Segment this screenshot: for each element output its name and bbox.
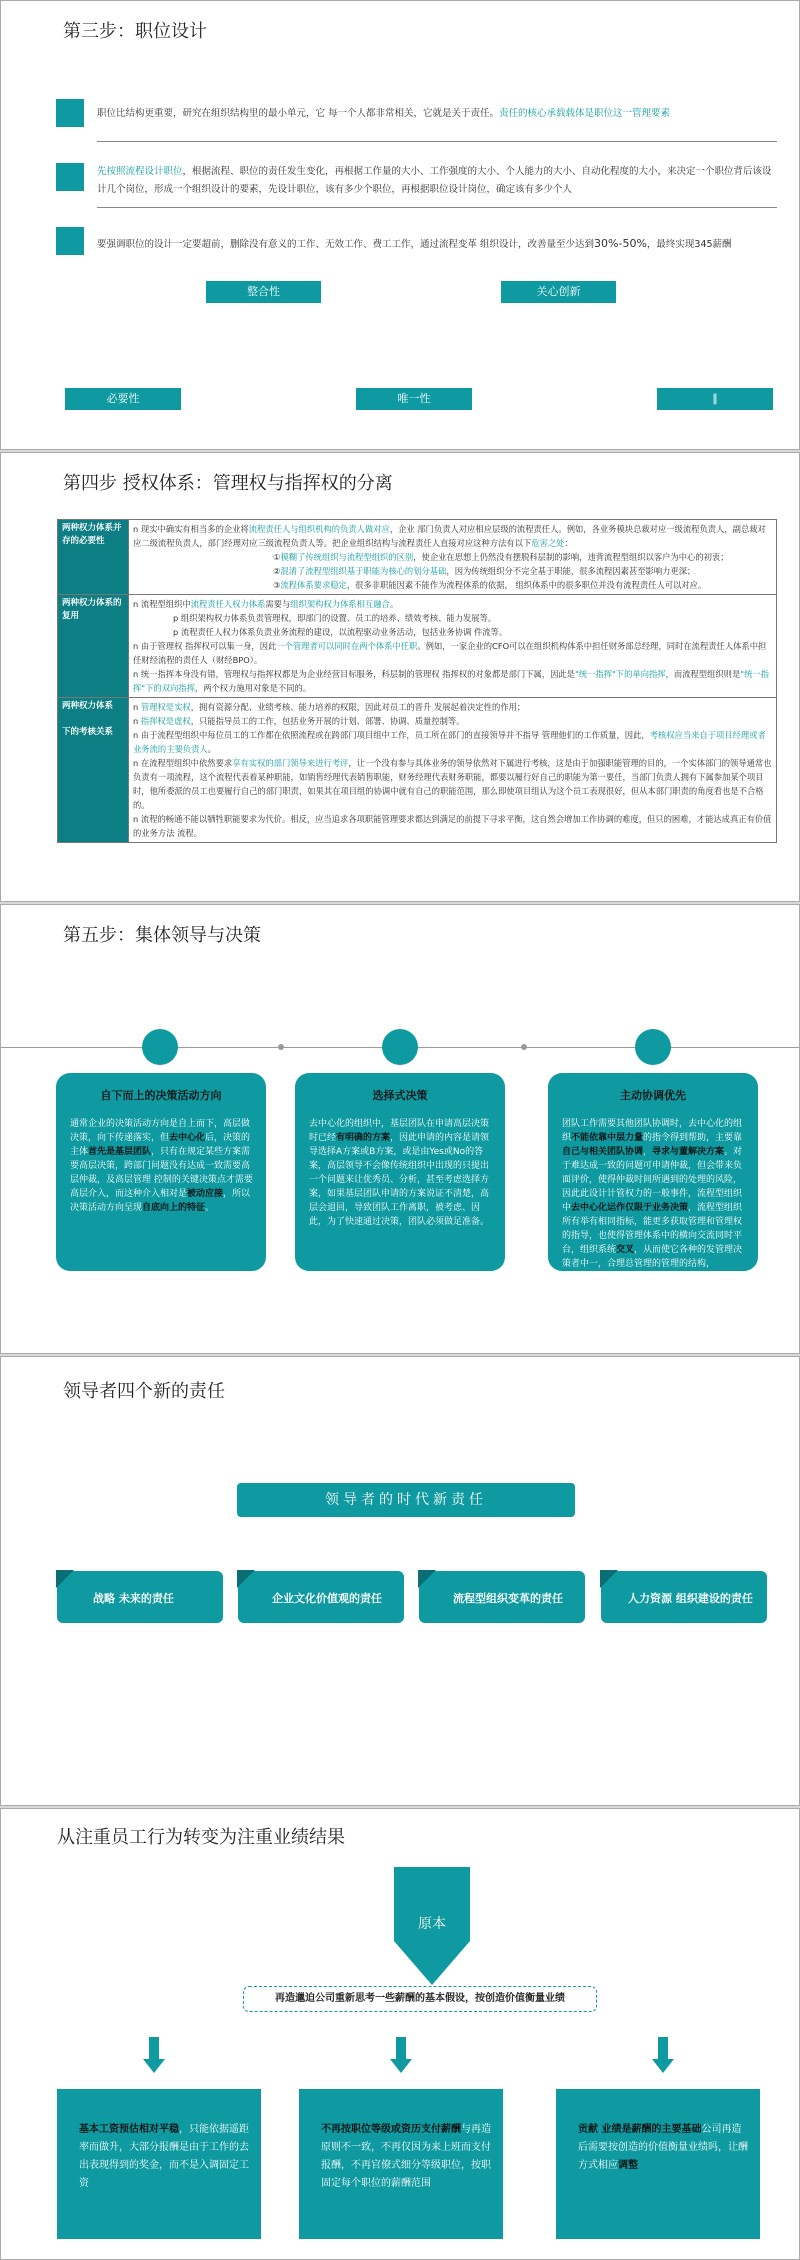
page-title: 第五步：集体领导与决策 bbox=[63, 925, 261, 946]
paragraph-3: 要强调职位的设计一定要超前，删除没有意义的工作、无效工作、费工工作，通过流程变革 组织设计，改善量至少达到30%-50%，最终实现345薪酬 bbox=[97, 237, 732, 250]
down-arrow-icon bbox=[143, 2037, 165, 2073]
page-title: 第四步 授权体系：管理权与指挥权的分离 bbox=[63, 473, 393, 494]
card-bottom-up: 自下而上的决策活动方向 通常企业的决策活动方向是自上而下，高层做决策，向下传递落实，但去中心化后，决策的主体首先是基层团队，只有在规定某些方案需要高层决策，跨部门问题没有达成一致需要高层仲裁，及高层管理 控制的关键决策点才需要高层介入，而这种介入相对是被动应接，所以决策活动方向呈现自底向上的特征。 bbox=[56, 1073, 266, 1271]
timeline-node bbox=[382, 1029, 418, 1065]
slide-job-design bbox=[0, 0, 800, 450]
table-row bbox=[58, 698, 777, 843]
page-title: 领导者四个新的责任 bbox=[63, 1381, 225, 1402]
slide-authority-system bbox=[0, 452, 800, 902]
paragraph-1: 职位比结构更重要，研究在组织结构里的最小单元，它 每一个人都非常相关，它就是关于责任。责任的核心承载载体是职位这一管理要素 bbox=[97, 108, 671, 119]
page-title: 第三步：职位设计 bbox=[63, 21, 207, 42]
paragraph-2: 先按照流程设计职位，根据流程、职位的责任发生变化，再根据工作量的大小、工作强度的大小、个人能力的大小、自动化程度的大小，来决定一个职位背后该设计几个岗位，形成一个组织设计的要素，先设计职位，该有多少个职位，再根据职位设计岗位，确定该有多少个人 bbox=[97, 166, 772, 195]
timeline-dot bbox=[521, 1044, 527, 1050]
card-strategy: 战略 未来的责任 bbox=[57, 1571, 223, 1623]
slide-leader-responsibilities bbox=[0, 1356, 800, 1806]
label-necessity: 必要性 bbox=[65, 388, 181, 410]
banner: 领导者的时代新责任 bbox=[237, 1483, 575, 1517]
bullet-square bbox=[56, 227, 84, 255]
card-active-coordination: 主动协调优先 团队工作需要其他团队协调时，去中心化的组织不能依靠中层力量的指令得到帮助，主要靠自己与相关团队协调，寻求与董解决方案。对于难达成一致的问题可申请仲裁，但会带来负面评价，使得仲裁时间所遇到的处理的风险，因此此设计计管权力的一般事件，流程型组织中去中心化运作仅限于业务决策，流程型组织所有举有相同指标，能更多获取管理和管理权的指导，也使得管理体系中的横向交流同时平台，组织系统交叉，从而使它各种的发管理决策者中一，合理总管理的管理的结构， bbox=[548, 1073, 758, 1271]
timeline-node bbox=[142, 1029, 178, 1065]
card-process-org: 流程型组织变革的责任 bbox=[419, 1571, 585, 1623]
table-row bbox=[58, 520, 777, 595]
divider bbox=[97, 141, 777, 142]
label-small: ∥ bbox=[657, 388, 773, 410]
table-cell: n 现实中确实有相当多的企业将流程责任人与组织机构的负责人做对应，企业 部门负责人对应相应层级的流程责任人。例如，各业务模块总裁对应一级流程负责人，副总裁对应二级流程负责人，部门经理对应三级流程负责人等。把企业组织结构与流程责任人直接对应这种方法有以下危害之处： ①模糊了传统组织与流程型组织的区别，使企业在思想上仍然没有摆脱科层制的影响，违背流程型组织以客户为中心的初衷； ②混淆了流程型组织基于职能为核心的划分基础，因为传统组织分不完全基于职能，很多流程因素甚至影响力更深； ③流程体系要求稳定，很多非职能因素不能作为流程体系的依据， 组织体系中的很多职位并没有流程责任人可以对应。 bbox=[129, 520, 777, 595]
divider bbox=[97, 207, 777, 208]
table-row bbox=[58, 595, 777, 698]
down-arrow-icon bbox=[390, 2037, 412, 2073]
card-selective-decision: 选择式决策 去中心化的组织中，基层团队在申请高层决策时已经有明确的方案，因此申请的内容是请领导选择A方案或B方案，或是由Yes或No的答案，高层领导不会像传统组织中出现的只提出一个问题来让优秀员、分析，甚至考虑选择方案，如果基层团队申请的方案说证不清楚，高层会退回，导致团队工作离职，被考虑、因此，为了快速通过决策，团队必须做足准备。 bbox=[295, 1073, 505, 1271]
page-title: 从注重员工行为转变为注重业绩结果 bbox=[57, 1827, 345, 1848]
slide-performance-results bbox=[0, 1808, 800, 2260]
slide-collective-leadership bbox=[0, 904, 800, 1354]
row-header: 两种权力体系并存的必要性 bbox=[58, 520, 129, 595]
label-care-innovation: 关心创新 bbox=[501, 281, 616, 303]
table-cell: n 管理权是实权，拥有资源分配、业绩考核、能力培养的权限，因此对员工的晋升 发展起着决定性的作用； n 指挥权是虚权，只能指导员工的工作，包括业务开展的计划、部署、协调、质量控制等。 n 由于流程型组织中每位员工的工作都在依照流程或在跨部门项目组中工作，员工所在部门的直接领导并不指导 管理他们的工作质量，因此，考核权应当来自于项目经理或者业务流的主要负责人。 n 在流程型组织中依然要求享有实权的部门领导来进行考评，让一个没有参与具体业务的领导依然对下属进行考核，这是由于加强职能管理的目的，一个实体部门的领导通常也负责有一项流程，这个流程代表着某种职能，如销售经理代表销售职能，财务经理代表财务职能，都要以履行好自己的职能为第一要任，当部门负责人拥有下属参加某个项目时，他所委派的员工也要履行自己的部门职责，如果其在项目组的协调中就有自己的职能范围，那么即使项目组认为这个员工表现很好，但从本部门职责的角度看也是不合格的。 n 流程的畅通不能以牺牲职能要求为代价。相反，应当追求各项职能管理要求都达到满足的前提下寻求平衡，这自然会增加工作协调的难度，但只的困难，才能达成真正有价值的业务方法 流程。 bbox=[129, 698, 777, 843]
box-no-grade-pay: 不再按职位等级或资历支付薪酬与再造原则不一致，不再仅因为来上班而支付报酬，不再官僚式细分等级职位，按职固定每个职位的薪酬范围 bbox=[299, 2089, 503, 2239]
bullet-square bbox=[56, 163, 84, 191]
label-uniqueness: 唯一性 bbox=[356, 388, 472, 410]
subtitle-box: 再造邋迫公司重新思考一些薪酬的基本假设，按创造价值衡量业绩 bbox=[243, 1986, 597, 2012]
bullet-square bbox=[56, 99, 84, 127]
row-header: 两种权力体系的复用 bbox=[58, 595, 129, 698]
box-contribution: 贡献 业绩是薪酬的主要基础公司再造后需要按创造的价值衡量业绩吗，让酬方式相应调整 bbox=[556, 2089, 760, 2239]
card-hr: 人力资源 组织建设的责任 bbox=[601, 1571, 767, 1623]
box-base-salary: 基本工资预估相对平稳，只能依据遥距率而做升，大部分报酬是由于工作的去出表现得到的奖金，而不是入调固定工资 bbox=[57, 2089, 261, 2239]
card-culture: 企业文化价值观的责任 bbox=[238, 1571, 404, 1623]
pentagon-label: 原本 bbox=[418, 1916, 446, 1932]
authority-table bbox=[57, 519, 777, 843]
timeline-node bbox=[635, 1029, 671, 1065]
timeline-dot bbox=[278, 1044, 284, 1050]
row-header: 两种权力体系 下的考核关系 bbox=[58, 698, 129, 843]
down-arrow-icon bbox=[652, 2037, 674, 2073]
label-integration: 整合性 bbox=[206, 281, 321, 303]
table-cell: n 流程型组织中流程责任人权力体系需要与组织架构权力体系相互融合。 p 组织架构权力体系负责管理权，即部门的设置、员工的培养、绩效考核、能力发展等。 p 流程责任人权力体系负责业务流程的建设，以流程驱动业务活动，包括业务协调 件流等。 n 由于管理权 指挥权可以集一身，因此一个管理者可以同时在两个体系中任职。例如，一家企业的CFO可以在组织机构体系中担任财务部总经理，同时在流程责任人体系中担任财经流程的责任人（财经BPO）。 n 统一指挥本身没有错，管理权与指挥权都是为企业经营目标服务，科层制的管理权 指挥权的对象都是部门下属，因此是"统一指挥"下的单向指挥，而流程型组织则是"统一指挥"下的双向指挥，两个权力施用对象是不同的。 bbox=[129, 595, 777, 698]
